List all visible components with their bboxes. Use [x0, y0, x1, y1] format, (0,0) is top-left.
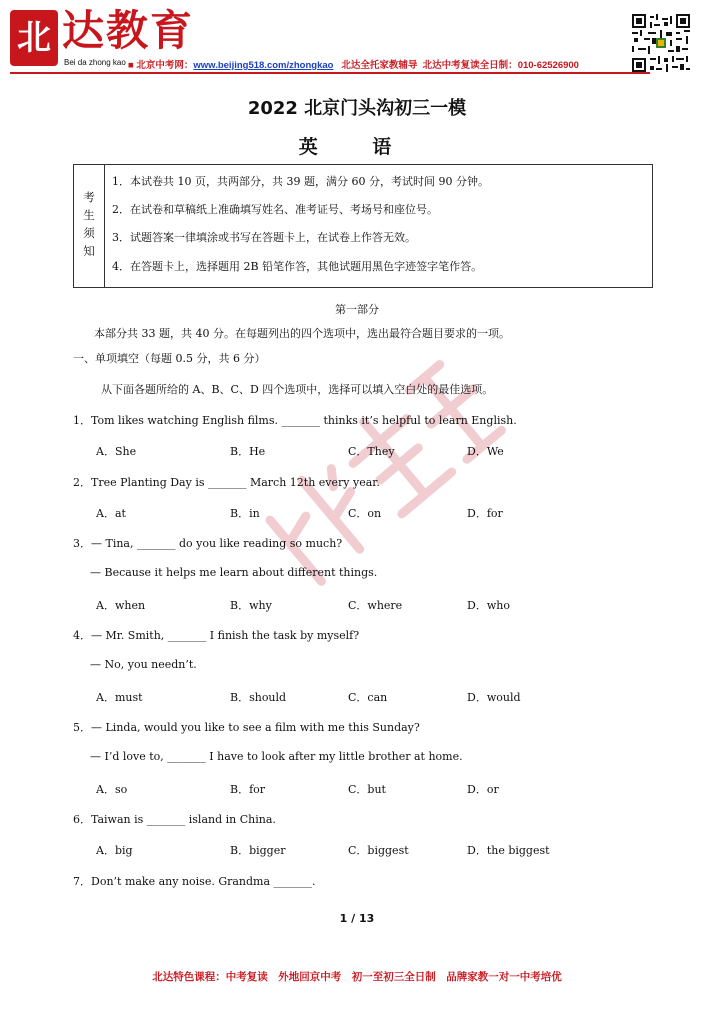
qr-code-icon — [632, 14, 690, 72]
header-tagline-2: 北达中考复读全日制： — [422, 60, 518, 71]
exam-title: 2022 北京门头沟初三一模 — [247, 98, 467, 119]
brand-pinyin: Bei da zhong kao — [64, 58, 126, 67]
option-b: B．for — [230, 783, 266, 796]
website-link[interactable]: www.beijing518.com/zhongkao — [193, 60, 334, 71]
brand-name: 达教育 — [62, 6, 195, 55]
notice-label — [74, 165, 105, 287]
option-a: A．at — [96, 507, 126, 520]
part-intro: 本部分共 33 题，共 40 分。在每题列出的四个选项中，选出最符合题目要求的一项。 — [94, 327, 510, 340]
option-d: D．would — [467, 691, 521, 704]
question-line: 5．— Linda, would you like to see a film with me this Sunday? — [73, 721, 420, 734]
notice-label-char: 生 — [83, 208, 95, 222]
question-line: 6．Taiwan is _______ island in China. — [73, 813, 276, 826]
header-prefix: ■ 北京中考网： — [128, 60, 194, 71]
question-line: 7．Don’t make any noise. Grandma _______. — [73, 875, 316, 888]
notice-label-char: 考 — [83, 190, 95, 204]
option-d: D．for — [467, 507, 503, 520]
question-line: 2．Tree Planting Day is _______ March 12th every year. — [73, 476, 380, 489]
notice-item: 2．在试卷和草稿纸上准确填写姓名、准考证号、考场号和座位号。 — [112, 203, 438, 216]
footer-courses: 北达特色课程：中考复读 外地回京中考 初一至初三全日制 品牌家教一对一中考培优 — [152, 971, 562, 983]
option-a: A．big — [96, 844, 133, 857]
option-c: C．but — [348, 783, 386, 796]
option-b: B．why — [230, 599, 272, 612]
notice-label-char: 知 — [83, 244, 95, 258]
option-d: D．We — [467, 445, 504, 458]
option-b: B．He — [230, 445, 266, 458]
header-tagline-1: 北达全托家教辅导 — [341, 60, 418, 71]
option-b: B．should — [230, 691, 287, 704]
option-c: C．They — [348, 445, 395, 458]
notice-item: 4．在答题卡上，选择题用 2B 铅笔作答，其他试题用黑色字迹签字笔作答。 — [112, 260, 483, 273]
question-line: 4．— Mr. Smith, _______ I finish the task by myself? — [73, 629, 360, 642]
option-c: C．biggest — [348, 844, 409, 857]
option-b: B．bigger — [230, 844, 286, 857]
option-c: C．where — [348, 599, 403, 612]
option-c: C．can — [348, 691, 388, 704]
header-divider — [10, 72, 650, 74]
section-title: 一、单项填空（每题 0.5 分，共 6 分） — [73, 352, 266, 365]
option-c: C．on — [348, 507, 382, 520]
option-b: B．in — [230, 507, 260, 520]
option-a: A．so — [96, 783, 128, 796]
question-line: 3．— Tina, _______ do you like reading so much? — [73, 537, 343, 550]
question-line: 1．Tom likes watching English films. _______ thinks it’s helpful to learn English. — [73, 414, 517, 427]
option-d: D．who — [467, 599, 510, 612]
page-number: 1 / 13 — [339, 912, 375, 925]
notice-item: 1．本试卷共 10 页，共两部分，共 39 题，满分 60 分，考试时间 90 分钟。 — [112, 175, 489, 188]
option-d: D．the biggest — [467, 844, 550, 857]
notice-item: 3．试题答案一律填涂或书写在答题卡上，在试卷上作答无效。 — [112, 231, 416, 244]
exam-subject: 英 语 — [298, 136, 416, 158]
question-line: — No, you needn’t. — [90, 658, 197, 671]
option-a: A．when — [96, 599, 146, 612]
question-line: — I’d love to, _______ I have to look after my little brother at home. — [90, 750, 463, 763]
part-title: 第一部分 — [335, 303, 379, 316]
header-info-line — [128, 57, 579, 71]
section-instruction: 从下面各题所给的 A、B、C、D 四个选项中，选择可以填入空白处的最佳选项。 — [101, 383, 494, 396]
notice-label-char: 须 — [83, 226, 95, 240]
exam-notice-box — [73, 164, 653, 288]
option-a: A．She — [96, 445, 137, 458]
header-phone: 010-62526900 — [517, 60, 579, 71]
option-a: A．must — [96, 691, 143, 704]
option-d: D．or — [467, 783, 499, 796]
question-line: — Because it helps me learn about different things. — [90, 566, 378, 579]
brand-logo — [10, 10, 58, 66]
logo-char: 北 — [17, 18, 51, 58]
